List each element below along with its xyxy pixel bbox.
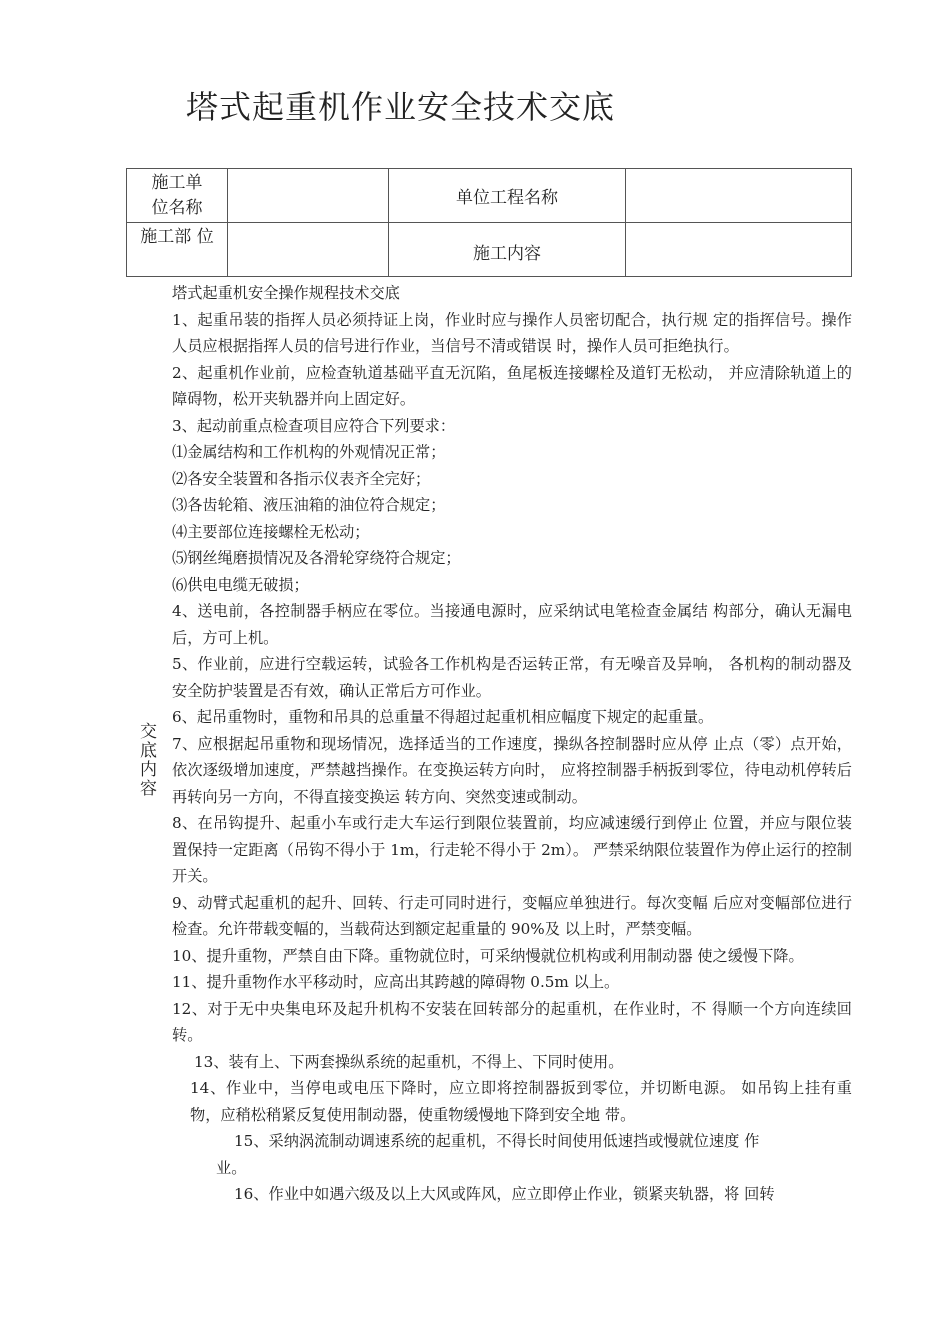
paragraph-7: 7、应根据起吊重物和现场情况，选择适当的工作速度，操纵各控制器时应从停 止点（零）点开始，依次逐级增加速度，严禁越挡操作。在变换运转方向时， 应将控制器手柄扳到零位，待电动机停转后再转向另一方向，不得直接变换运 转方向、突然变速或制动。 (172, 734, 852, 806)
unit-name-label-line2: 位名称 (151, 197, 203, 218)
check-item-3: ⑶各齿轮箱、液压油箱的油位符合规定； (172, 496, 446, 514)
paragraph-10: 10、提升重物，严禁自由下降。重物就位时，可采纳慢就位机构或利用制动器 使之缓慢下降。 (172, 946, 804, 965)
paragraph-15-line-2: 业。 (216, 1158, 247, 1177)
check-item-4: ⑷主要部位连接螺栓无松动； (172, 522, 370, 541)
paragraph-15-line-1: 15、采纳涡流制动调速系统的起重机，不得长时间使用低速挡或慢就位速度 作 (234, 1132, 760, 1150)
paragraph-11: 11、提升重物作水平移动时，应高出其跨越的障碍物 0.5m 以上。 (172, 973, 620, 991)
project-name-value[interactable] (626, 169, 852, 223)
unit-name-value[interactable] (228, 169, 389, 223)
body-heading: 塔式起重机安全操作规程技术交底 (172, 284, 400, 302)
paragraph-3: 3、起动前重点检查项目应符合下列要求： (172, 416, 456, 435)
check-item-1: ⑴金属结构和工作机构的外观情况正常； (172, 443, 446, 461)
construction-part-value[interactable] (228, 223, 389, 277)
check-item-5: ⑸钢丝绳磨损情况及各滑轮穿绕符合规定； (172, 549, 461, 567)
disclosure-content-label: 交底内容 (136, 722, 156, 798)
construction-content-label: 施工内容 (389, 223, 626, 277)
header-info-table (126, 168, 852, 277)
construction-part-label: 施工部 位 (127, 223, 228, 277)
paragraph-8: 8、在吊钩提升、起重小车或行走大车运行到限位装置前，均应减速缓行到停止 位置，并应与限位装置保持一定距离（吊钩不得小于 1m，行走轮不得小于 2m）。 严禁采纳限位装置作为停止运行的控制开关。 (172, 814, 852, 885)
document-title: 塔式起重机作业安全技术交底 (186, 88, 616, 126)
construction-content-value[interactable] (626, 223, 852, 277)
paragraph-14: 14、作业中，当停电或电压下降时，应立即将控制器扳到零位，并切断电源。 如吊钩上挂有重物，应稍松稍紧反复使用制动器，使重物缓慢地下降到安全地 带。 (190, 1079, 852, 1124)
project-name-label: 单位工程名称 (389, 169, 626, 223)
paragraph-4: 4、送电前，各控制器手柄应在零位。当接通电源时，应采纳试电笔检查金属结 构部分，确认无漏电后，方可上机。 (172, 602, 852, 647)
paragraph-5: 5、作业前，应进行空载运转，试验各工作机构是否运转正常，有无噪音及异响， 各机构的制动器及安全防护装置是否有效，确认正常后方可作业。 (172, 655, 852, 700)
check-item-6: ⑹供电电缆无破损； (172, 575, 309, 594)
paragraph-12: 12、对于无中央集电环及起升机构不安装在回转部分的起重机，在作业时，不 得顺一个方向连续回转。 (172, 999, 852, 1044)
disclosure-body (172, 280, 852, 1208)
unit-name-label-line1: 施工单 (151, 172, 203, 193)
paragraph-1: 1、起重吊装的指挥人员必须持证上岗，作业时应与操作人员密切配合，执行规 定的指挥信号。操作人员应根据指挥人员的信号进行作业，当信号不清或错误 时，操作人员可拒绝执行。 (172, 310, 852, 355)
check-item-2: ⑵各安全装置和各指示仪表齐全完好； (172, 469, 431, 488)
paragraph-2: 2、起重机作业前，应检查轨道基础平直无沉陷，鱼尾板连接螺栓及道钉无松动， 并应清除轨道上的障碍物，松开夹轨器并向上固定好。 (172, 363, 852, 408)
paragraph-13: 13、装有上、下两套操纵系统的起重机，不得上、下同时使用。 (194, 1052, 624, 1071)
paragraph-9: 9、动臂式起重机的起升、回转、行走可同时进行，变幅应单独进行。每次变幅 后应对变幅部位进行检查。允许带载变幅的，当载荷达到额定起重量的 90%及 以上时，严禁变幅。 (172, 893, 852, 938)
paragraph-6: 6、起吊重物时，重物和吊具的总重量不得超过起重机相应幅度下规定的起重量。 (172, 708, 714, 726)
unit-name-label (127, 169, 228, 223)
paragraph-16: 16、作业中如遇六级及以上大风或阵风，应立即停止作业，锁紧夹轨器，将 回转 (234, 1185, 775, 1203)
